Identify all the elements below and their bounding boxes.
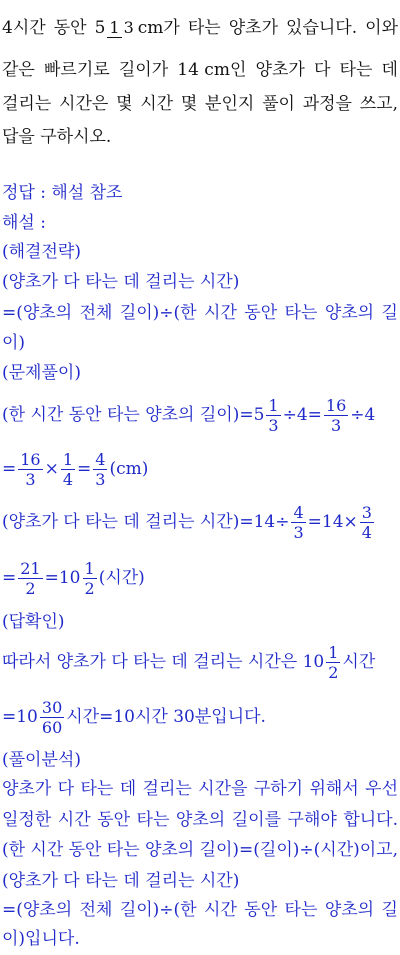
q-word: 타는 xyxy=(187,18,221,38)
strategy-heading: (해결전략) xyxy=(2,242,81,262)
q-word: 동안 xyxy=(53,18,87,38)
check-line-1: 따라서 양초가 다 타는 데 걸리는 시간은 10 $\frac{1}{2}$ 시간 xyxy=(2,642,376,682)
analysis-line-1: 양초가 다 타는 데 걸리는 시간을 구하기 위해서 우선 xyxy=(2,779,398,799)
explanation-label: 해설 : xyxy=(2,213,46,233)
q-word: 4시간 xyxy=(2,18,46,38)
strategy-line-3: 이) xyxy=(2,333,26,353)
equation-1: (한 시간 동안 타는 양초의 길이)=5 $\frac{1}{3}$ ÷4= $\frac{16}{3}$ ÷4 xyxy=(2,395,376,435)
analysis-heading: (풀이분석) xyxy=(2,750,81,770)
equation-3: (양초가 다 타는 데 걸리는 시간)=14÷ $\frac{4}{3}$ =14× $\frac{3}{4}$ xyxy=(2,502,372,542)
q-word: 있습니다. xyxy=(286,18,358,38)
strategy-line-2: =(양초의 전체 길이)÷(한 시간 동안 타는 양초의 길 xyxy=(2,303,398,323)
answer-label: 정답 : 해설 참조 xyxy=(2,183,123,203)
check-heading: (답확인) xyxy=(2,612,65,632)
analysis-line-6: 이)입니다. xyxy=(2,929,80,949)
analysis-line-5: =(양초의 전체 길이)÷(한 시간 동안 타는 양초의 길 xyxy=(2,900,398,920)
analysis-line-4: (양초가 다 타는 데 걸리는 시간) xyxy=(2,871,240,891)
q-word: 양초가 xyxy=(228,18,279,38)
q-word: 이와 xyxy=(365,18,398,38)
check-line-2: =10 $\frac{30}{60}$ 시간=10시간 30분입니다. xyxy=(2,697,266,737)
question-line-3: 걸리는 시간은 몇 시간 몇 분인지 풀이 과정을 쓰고, xyxy=(2,94,398,114)
analysis-line-2: 일정한 시간 동안 타는 양초의 길이를 구해야 합니다. xyxy=(2,810,398,830)
q-mixed-number: 5 1 3 cm가 xyxy=(94,17,180,38)
question-line-4: 답을 구하시오. xyxy=(2,127,112,147)
question-line-1 xyxy=(2,10,398,46)
solve-heading: (문제풀이) xyxy=(2,363,81,383)
analysis-line-3: (한 시간 동안 타는 양초의 길이)=(길이)÷(시간)이고, xyxy=(2,840,398,860)
equation-2: = $\frac{16}{3}$ × $\frac{1}{4}$ = $\frac{4}{3}$ (cm) xyxy=(2,449,149,489)
equation-4: = $\frac{21}{2}$ =10 $\frac{1}{2}$ (시간) xyxy=(2,558,145,598)
strategy-line-1: (양초가 다 타는 데 걸리는 시간) xyxy=(2,272,240,292)
question-line-2: 같은 빠르기로 길이가 14 cm인 양초가 다 타는 데 xyxy=(2,60,398,80)
